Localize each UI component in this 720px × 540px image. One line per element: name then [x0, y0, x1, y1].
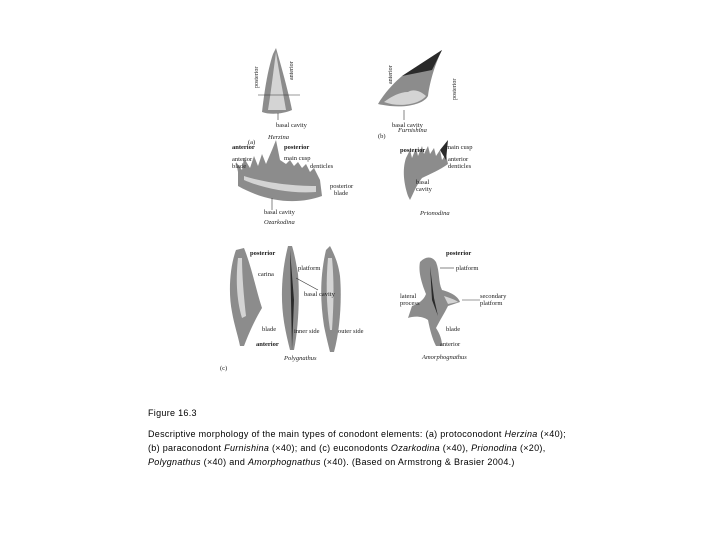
prionodina-diagram [400, 140, 473, 217]
label-ozarkodina-basal-cavity: basal cavity [264, 209, 295, 216]
amorphognathus-diagram [400, 250, 507, 361]
caption-species-herzina: Herzina [504, 429, 538, 439]
label-ozarkodina-posterior-blade-1: posterior [330, 183, 354, 190]
label-furnishina-name: Furnishina [398, 127, 427, 134]
label-polygnathus-blade: blade [262, 326, 277, 333]
label-amorphognathus-lateral-1: lateral [400, 293, 417, 300]
label-ozarkodina-anterior-blade-1: anterior [232, 156, 253, 163]
panel-a-herzina [248, 48, 308, 146]
caption-species-amorphognathus: Amorphognathus [247, 457, 321, 467]
label-prionodina-anterior-1: anterior [448, 156, 469, 163]
figure-caption [148, 427, 578, 469]
polygnathus-diagram [220, 246, 364, 372]
label-amorphognathus-blade: blade [446, 326, 461, 333]
label-ozarkodina-main-cusp: main cusp [284, 155, 311, 162]
caption-text-5: (×20), [517, 443, 546, 453]
label-amorphognathus-lateral-2: process [400, 300, 420, 307]
label-amorphognathus-name: Amorphognathus [422, 354, 467, 361]
label-furnishina-posterior: posterior [452, 78, 458, 100]
label-herzina-basal-cavity: basal cavity [276, 122, 307, 129]
label-prionodina-main-cusp: main cusp [446, 144, 473, 151]
caption-species-polygnathus: Polygnathus [148, 457, 201, 467]
caption-text-7: (×40). (Based on Armstrong & Brasier 2004.) [320, 457, 515, 467]
panel-b-furnishina [378, 50, 458, 140]
label-herzina-anterior: anterior [289, 61, 295, 80]
label-herzina-posterior: posterior [254, 66, 260, 88]
label-amorphognathus-platform: platform [456, 265, 479, 272]
label-ozarkodina-denticles: denticles [310, 163, 334, 170]
label-polygnathus-name: Polygnathus [284, 355, 317, 362]
caption-species-prionodina: Prionodina [471, 443, 518, 453]
label-polygnathus-basal-cavity: basal cavity [304, 291, 335, 298]
caption-text-6: (×40) and [200, 457, 248, 467]
label-herzina-name: Herzina [268, 134, 289, 141]
label-panel-b: (b) [378, 133, 386, 140]
label-polygnathus-posterior: posterior [250, 250, 276, 257]
label-polygnathus-carina: carina [258, 271, 274, 278]
label-panel-a: (a) [248, 139, 256, 146]
label-ozarkodina-posterior: posterior [284, 144, 310, 151]
polygnathus-upper-view [230, 248, 262, 346]
label-amorphognathus-secondary-2: platform [480, 300, 503, 307]
caption-text-1: Descriptive morphology of the main types of conodont elements: (a) protoconodont [148, 429, 505, 439]
label-prionodina-posterior: posterior [400, 147, 426, 154]
figure-title: Figure 16.3 [148, 408, 197, 418]
caption-text-4: (×40), [439, 443, 472, 453]
caption-text-2: (×40); (b) paraconodont [148, 429, 566, 453]
label-polygnathus-inner-side: inner side [294, 328, 320, 335]
label-polygnathus-outer-side: outer side [338, 328, 364, 335]
label-prionodina-anterior-2: denticles [448, 163, 472, 170]
label-prionodina-basal-1: basal [416, 179, 430, 186]
label-amorphognathus-anterior: anterior [440, 341, 461, 348]
label-panel-c: (c) [220, 365, 228, 372]
label-prionodina-name: Prionodina [420, 210, 450, 217]
label-furnishina-anterior: anterior [388, 65, 394, 84]
label-amorphognathus-posterior: posterior [446, 250, 472, 257]
caption-text-3: (×40); and (c) euconodonts [269, 443, 391, 453]
ozarkodina-diagram [232, 140, 354, 226]
label-ozarkodina-anterior: anterior [232, 144, 255, 151]
label-ozarkodina-posterior-blade-2: blade [334, 190, 349, 197]
caption-species-furnishina: Furnishina [224, 443, 270, 453]
label-furnishina-basal-cavity: basal cavity [392, 122, 423, 129]
label-prionodina-basal-2: cavity [416, 186, 432, 193]
label-polygnathus-platform: platform [298, 265, 321, 272]
label-ozarkodina-anterior-blade-2: blade [232, 163, 247, 170]
label-amorphognathus-secondary-1: secondary [480, 293, 507, 300]
label-polygnathus-anterior: anterior [256, 341, 279, 348]
label-ozarkodina-name: Ozarkodina [264, 219, 295, 226]
caption-species-ozarkodina: Ozarkodina [390, 443, 440, 453]
